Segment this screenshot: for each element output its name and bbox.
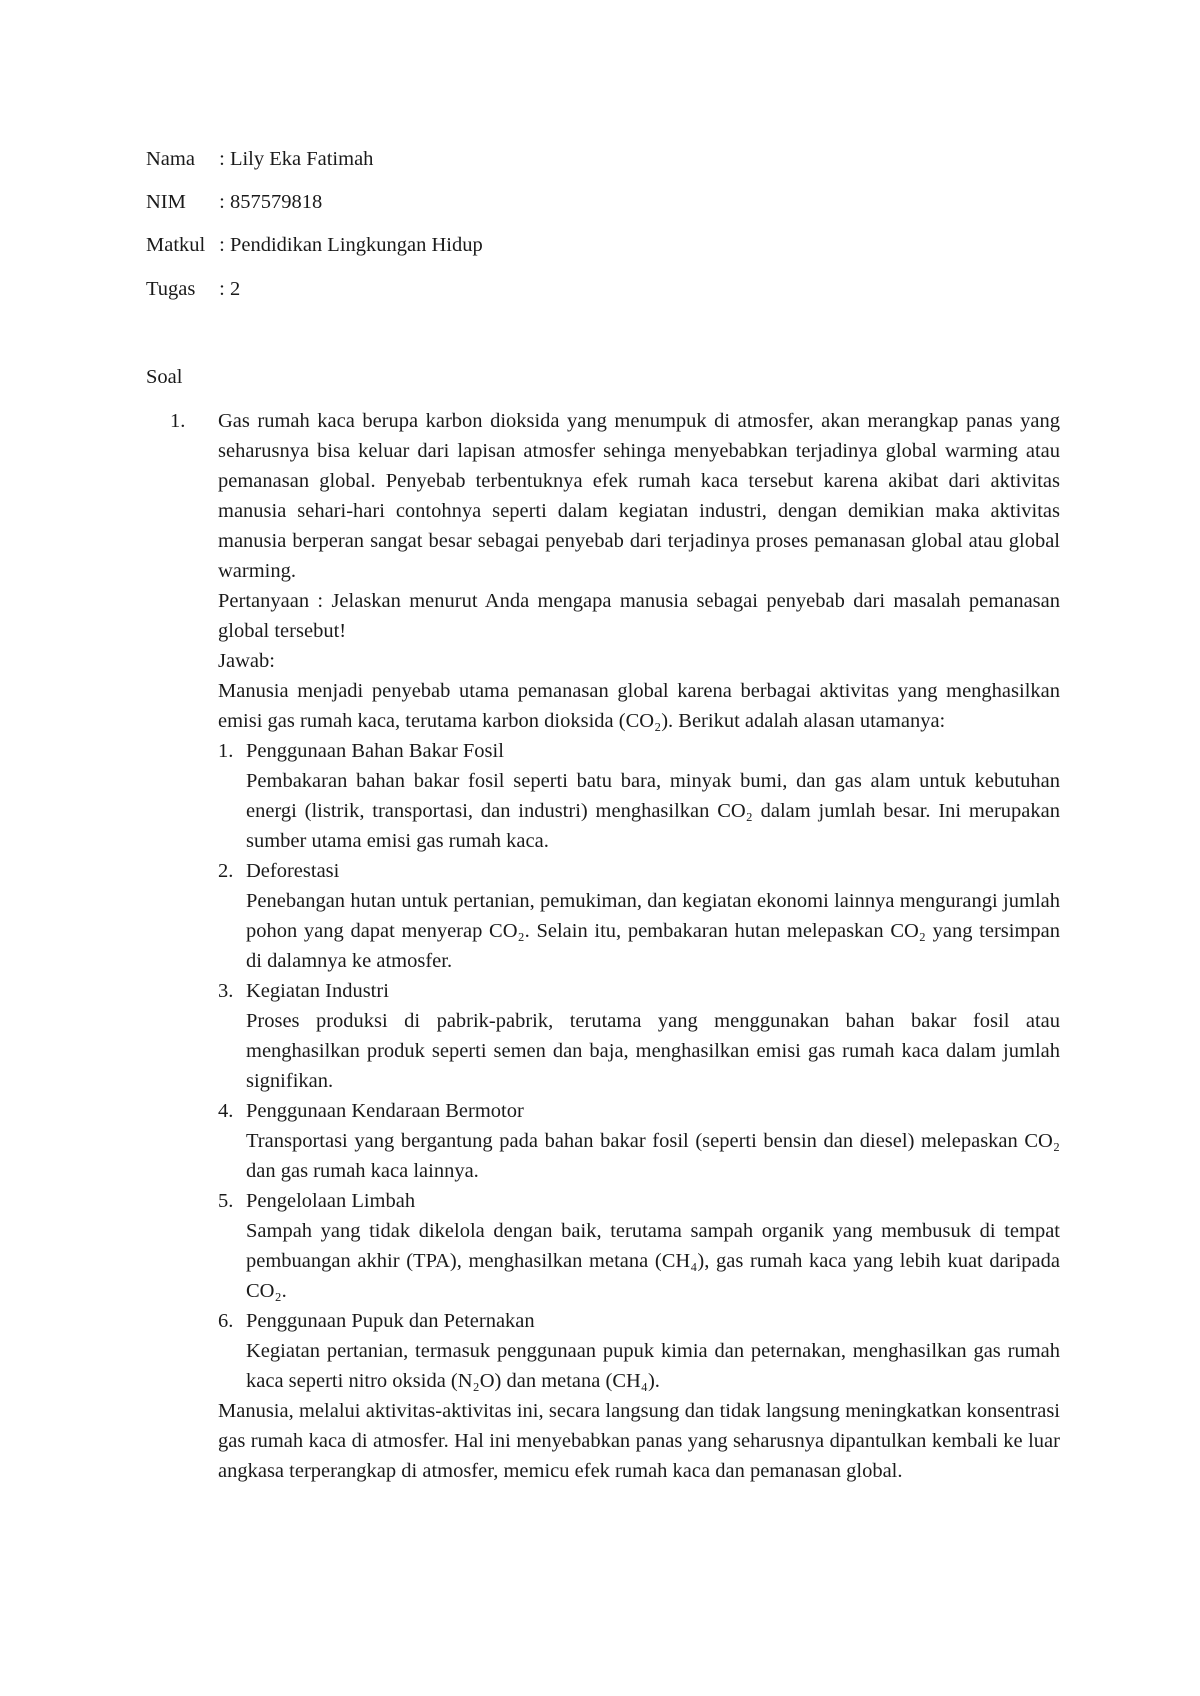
header-nama-row <box>146 144 373 174</box>
tugas-value: : 2 <box>219 278 241 300</box>
question-section <box>146 406 1060 1486</box>
nama-label: Nama <box>146 148 195 170</box>
header-tugas-row <box>146 274 240 304</box>
matkul-value: : Pendidikan Lingkungan Hidup <box>219 234 483 256</box>
reason-title: Pengelolaan Limbah <box>246 1190 416 1212</box>
reason-title: Penggunaan Pupuk dan Peternakan <box>246 1310 535 1332</box>
list-item <box>218 976 1060 1096</box>
question-prompt: Pertanyaan : Jelaskan menurut Anda mengapa manusia sebagai penyebab dari masalah pemanasan global tersebut! <box>218 590 1060 642</box>
answer-label: Jawab: <box>218 650 275 672</box>
reason-title: Kegiatan Industri <box>246 980 389 1002</box>
reason-body: Penebangan hutan untuk pertanian, pemukiman, dan kegiatan ekonomi lainnya mengurangi jumlah pohon yang dapat menyerap CO₂. Selain itu, pembakaran hutan melepaskan CO₂ yang tersimpan di dalamnya ke atmosfer. <box>246 890 1060 972</box>
header-matkul-row <box>146 230 483 260</box>
question-number: 1. <box>170 410 186 432</box>
reason-title: Deforestasi <box>246 860 340 882</box>
reason-number: 5. <box>218 1190 234 1212</box>
list-item <box>218 1306 1060 1396</box>
list-item <box>218 1186 1060 1306</box>
list-item <box>218 1096 1060 1186</box>
question-text: Gas rumah kaca berupa karbon dioksida yang menumpuk di atmosfer, akan merangkap panas yang seharusnya bisa keluar dari lapisan atmosfer sehinga menyebabkan terjadinya global warming atau pemanasan global. Penyebab terbentuknya efek rumah kaca tersebut karena akibat dari aktivitas manusia sehari-hari contohnya seperti dalam kegiatan industri, dengan demikian maka aktivitas manusia berperan sangat besar sebagai penyebab dari terjadinya proses pemanasan global atau global warming. <box>218 410 1060 582</box>
reason-title: Penggunaan Bahan Bakar Fosil <box>246 740 504 762</box>
soal-heading: Soal <box>146 366 183 388</box>
tugas-label: Tugas <box>146 278 196 300</box>
reason-body: Sampah yang tidak dikelola dengan baik, terutama sampah organik yang membusuk di tempat pembuangan akhir (TPA), menghasilkan metana (CH₄), gas rumah kaca yang lebih kuat daripada CO₂. <box>246 1220 1060 1302</box>
reason-body: Proses produksi di pabrik-pabrik, terutama yang menggunakan bahan bakar fosil atau menghasilkan produk seperti semen dan baja, menghasilkan emisi gas rumah kaca dalam jumlah signifikan. <box>246 1010 1060 1092</box>
header-nim-row <box>146 187 322 217</box>
reason-body: Transportasi yang bergantung pada bahan bakar fosil (seperti bensin dan diesel) melepaskan CO₂ dan gas rumah kaca lainnya. <box>246 1130 1060 1182</box>
nim-label: NIM <box>146 191 186 213</box>
matkul-label: Matkul <box>146 234 206 256</box>
list-item <box>218 856 1060 976</box>
reason-number: 4. <box>218 1100 234 1122</box>
conclusion-paragraph: Manusia, melalui aktivitas-aktivitas ini, secara langsung dan tidak langsung meningkatkan konsentrasi gas rumah kaca di atmosfer. Hal ini menyebabkan panas yang seharusnya dipantulkan kembali ke luar angkasa terperangkap di atmosfer, memicu efek rumah kaca dan pemanasan global. <box>218 1400 1060 1482</box>
nim-value: : 857579818 <box>219 191 323 213</box>
reason-number: 2. <box>218 860 234 882</box>
reasons-list <box>218 736 1060 1396</box>
reason-body: Kegiatan pertanian, termasuk penggunaan pupuk kimia dan peternakan, menghasilkan gas rumah kaca seperti nitro oksida (N₂O) dan metana (CH₄). <box>246 1340 1060 1392</box>
answer-intro: Manusia menjadi penyebab utama pemanasan global karena berbagai aktivitas yang menghasilkan emisi gas rumah kaca, terutama karbon dioksida (CO₂). Berikut adalah alasan utamanya: <box>218 680 1060 732</box>
reason-title: Penggunaan Kendaraan Bermotor <box>246 1100 524 1122</box>
reason-number: 3. <box>218 980 234 1002</box>
list-item <box>218 736 1060 856</box>
reason-number: 6. <box>218 1310 234 1332</box>
nama-value: : Lily Eka Fatimah <box>219 148 374 170</box>
reason-body: Pembakaran bahan bakar fosil seperti batu bara, minyak bumi, dan gas alam untuk kebutuhan energi (listrik, transportasi, dan industri) menghasilkan CO₂ dalam jumlah besar. Ini merupakan sumber utama emisi gas rumah kaca. <box>246 770 1060 852</box>
reason-number: 1. <box>218 740 234 762</box>
